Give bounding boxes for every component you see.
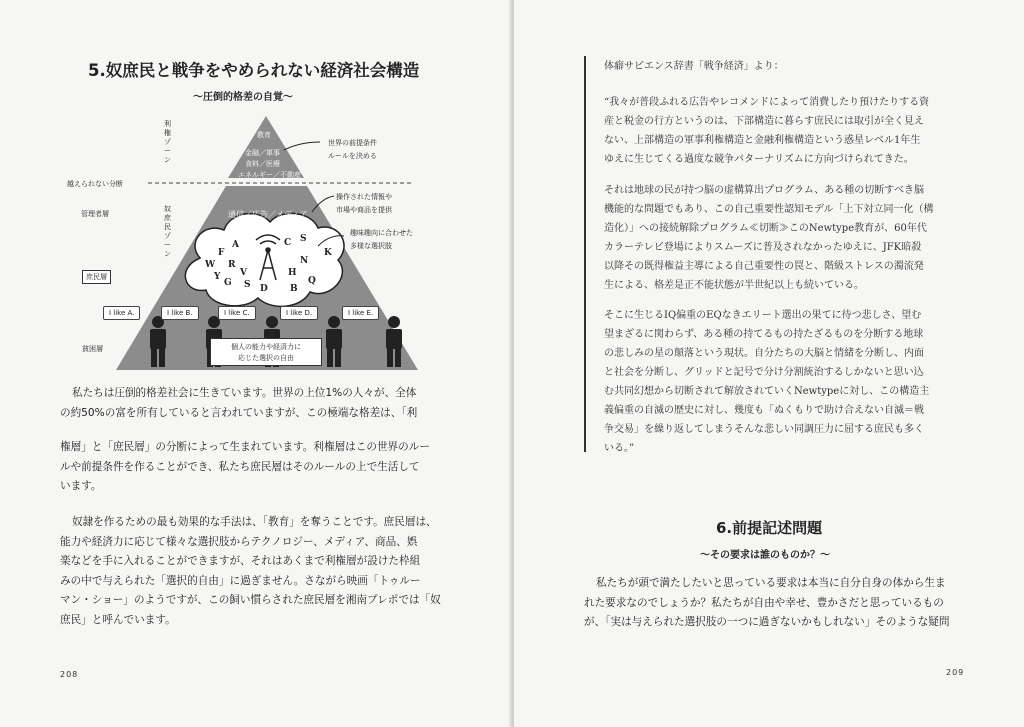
page-number: 209 [946, 668, 965, 677]
text-line: 私たちは圧倒的格差社会に生きています。世界の上位1%の人々が、全体 [72, 387, 417, 399]
quote-paragraph [604, 306, 976, 458]
top-tier-item: エネルギー／不動産 [238, 171, 301, 179]
cloud-letter: K [324, 248, 332, 258]
top-note: ルールを決める [328, 152, 377, 160]
top-note: 世界の前提条件 [328, 139, 377, 147]
text-line: ない、上部構造の軍事利権構造と金融利権構造という惑星レベル1年生 [604, 135, 921, 146]
pyramid-graphic [0, 0, 511, 380]
cloud-letter: B [290, 284, 298, 294]
quote-paragraph [604, 181, 976, 295]
manager-layer-label: 管理者層 [81, 210, 109, 218]
text-line: ゆえに生じてくる過度な競争パターナリズムに方向づけられてきた。 [604, 154, 914, 165]
body-paragraph [584, 574, 976, 633]
text-line: それは地球の民が持つ脳の虚構算出プログラム、ある種の切断すべき脳 [604, 185, 924, 196]
body-paragraph [60, 438, 452, 497]
speech-bubble: I like B. [161, 306, 199, 320]
text-line: そこに生じるIQ偏重のEQなきエリート選出の果てに待つ悲しさ、望む [604, 310, 922, 321]
text-line: の約50%の富を所有していると言われていますが、この極端な格差は、「利 [60, 406, 418, 419]
text-line: カラーテレビ登場によりスムーズに普及されなかったゆえに、JFK暗殺 [604, 242, 922, 253]
cloud-letter: A [232, 240, 239, 250]
choice-note: 多様な選択肢 [350, 242, 392, 250]
cloud-letter: N [300, 256, 309, 266]
left-page [0, 0, 511, 727]
cloud-letter: D [260, 284, 268, 294]
text-line: いる。” [604, 443, 635, 454]
text-line: みの中で与えられた「選択的自由」に過ぎません。さながら映画「トゥルー [60, 574, 421, 587]
text-line: 造化）」への接続解除プログラム≪切断≫このNewtype教育が、60年代 [604, 223, 927, 234]
speech-bubble: I like A. [103, 306, 140, 320]
top-tier-item: 食料／医療 [245, 160, 280, 168]
text-line: 楽などを手に入れることができますが、それはあくまで利権層が設けた枠組 [60, 555, 421, 567]
text-line: 生による、格差是正不能状態が半世紀以上も続いている。 [604, 280, 864, 291]
text-line: 争交易」を繰り返してしまうそんな悲しい同調圧力に屈する庶民も多く [604, 424, 924, 435]
text-line: マン・ショー」のようですが、この飼い慣らされた庶民層を湘南プレポでは「奴 [60, 594, 441, 606]
cloud-letter: C [284, 238, 292, 248]
privileged-zone-label: 利権ゾーン [164, 120, 171, 164]
text-line: 望まざるに関わらず、ある種の持てるもの持たざるものを分断する地球 [604, 329, 924, 340]
cloud-letter: V [240, 268, 247, 278]
quote-source: 体癖サピエンス辞書「戦争経済」より： [604, 61, 784, 72]
text-line: 以降その既得権益主導による自己重要性の罠と、階級ストレスの濁流発 [604, 261, 924, 272]
text-line: れた要求なのでしょうか？私たちが自由や幸せ、豊かさだと思っているもの [584, 596, 944, 609]
text-line: 私たちが頭で満たしたいと思っている要求は本当に自分自身の体から生ま [596, 577, 946, 589]
body-paragraph [60, 513, 452, 630]
top-tier-label: 教育 [257, 131, 271, 139]
choice-freedom-box [210, 338, 322, 366]
cloud-letter: W [205, 260, 216, 270]
text-line: む共同幻想から切断されて解放されていくNewtypeに対し、この構造主 [604, 386, 930, 397]
speech-bubble: I like C. [218, 306, 256, 320]
text-line: 庶民」と呼んでいます。 [60, 613, 176, 626]
commoner-layer-label: 庶民層 [82, 270, 111, 284]
cloud-letter: S [244, 280, 251, 290]
divide-label: 越えられない分断 [67, 180, 123, 188]
text-line: 能力や経済力に応じて様々な選択肢からテクノロジー、メディア、商品、娯 [60, 535, 418, 548]
cloud-letter: Y [214, 272, 221, 282]
poor-layer-label: 貧困層 [82, 345, 103, 353]
cloud-letter: F [218, 248, 225, 258]
media-note: 市場や商品を提供 [336, 206, 392, 214]
top-tier-item: 金融／軍事 [245, 149, 280, 157]
quote-paragraph [604, 93, 976, 169]
media-note: 操作された情報や [336, 193, 392, 201]
section-title: 6.前提記述問題 [716, 519, 823, 537]
text-line: と社会を分断し、グリッドと記号で分け分割統治するしかないと思い込 [604, 367, 924, 378]
quote-bar [584, 56, 586, 452]
media-tier-label: 通信／広告／メディア [228, 210, 308, 219]
page-number: 208 [60, 670, 79, 679]
choice-freedom-line: 応じた選択の自由 [238, 354, 294, 362]
right-page [514, 0, 1024, 727]
cloud-letter: Q [308, 276, 316, 286]
text-line: が、「実は与えられた選択肢の一つに過ぎないかもしれない」そのような疑問 [584, 616, 950, 628]
text-line: の悲しみの星の顛落という現状。自分たちの大脳と情緒を分断し、内面 [604, 348, 924, 359]
slave-zone-label: 奴庶民ゾーン [164, 205, 171, 258]
section-subtitle: 〜その要求は誰のものか？〜 [700, 550, 830, 561]
speech-bubble: I like D. [280, 306, 318, 320]
text-line: 権層」と「庶民層」の分断によって生まれています。利権層はこの世界のルー [60, 441, 430, 453]
choice-note: 趣味趣向に合わせた [350, 229, 413, 237]
section-title: 5.奴庶民と戦争をやめられない経済社会構造 [88, 61, 420, 80]
text-line: 義偏重の自滅の歴史に対し、幾度も「ぬくもりで助け合えない自滅＝戦 [604, 405, 924, 416]
speech-bubble: I like E. [342, 306, 379, 320]
choice-freedom-line: 個人の能力や経済力に [231, 343, 301, 351]
cloud-letter: S [300, 234, 307, 244]
text-line: “我々が普段ふれる広告やレコメンドによって消費したり預けたりする資 [604, 97, 930, 108]
cloud-letter: R [228, 260, 236, 270]
cloud-letter: G [224, 278, 232, 288]
section-subtitle: 〜圧倒的格差の自覚〜 [193, 92, 293, 103]
cloud-letter: H [288, 268, 297, 278]
body-paragraph [60, 384, 452, 423]
text-line: 奴隷を作るための最も効果的な手法は、「教育」を奪うことです。庶民層は、 [72, 516, 437, 528]
text-line: 機能的な問題でもあり、この自己重要性認知モデル「上下対立同一化（構 [604, 204, 934, 215]
text-line: 産と税金の行方というのは、下部構造に暮らす庶民には取引が全く見え [604, 116, 924, 127]
text-line: います。 [60, 480, 102, 492]
text-line: ルや前提条件を作ることができ、私たち庶民層はそのルールの上で生活して [60, 460, 420, 473]
